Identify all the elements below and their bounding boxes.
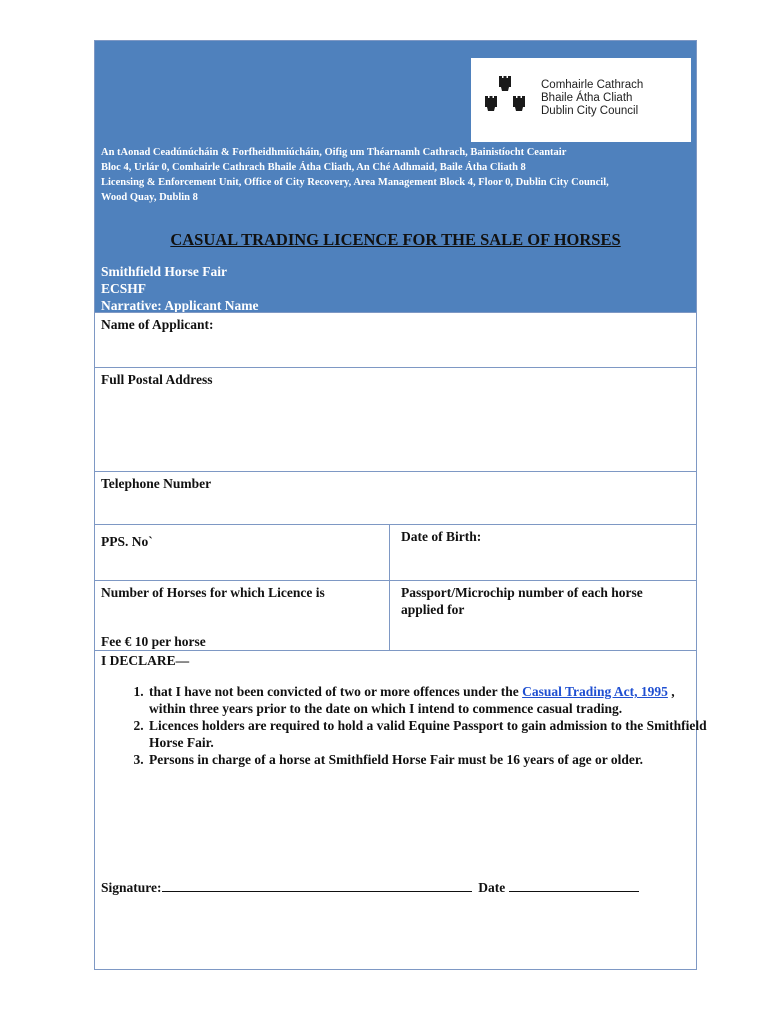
- pps-dob-row: [95, 524, 696, 580]
- casual-trading-act-link[interactable]: Casual Trading Act, 1995: [522, 684, 668, 699]
- declaration-heading: I DECLARE—: [101, 653, 190, 668]
- address-line: An tAonad Ceadúnúcháin & Forfheidhmiúcháin, Oifig um Théarnamh Cathrach, Bainistíocht Ceantair: [101, 147, 567, 158]
- logo-text: [541, 79, 643, 118]
- declaration-text: that I have not been convicted of two or more offences under the: [149, 684, 523, 699]
- telephone-label: Telephone Number: [101, 476, 212, 491]
- logo-line: Dublin City Council: [541, 105, 639, 117]
- applicant-name-field[interactable]: [95, 312, 696, 367]
- passport-microchip-label-cont: applied for: [401, 602, 465, 617]
- address-line: Bloc 4, Urlár 0, Comhairle Cathrach Bhaile Átha Cliath, An Ché Adhmaid, Baile Átha Cliath 8: [101, 162, 526, 173]
- address-line: Licensing & Enforcement Unit, Office of City Recovery, Area Management Block 4, Floor 0, Dublin City Council,: [101, 177, 609, 188]
- horses-passport-row: [95, 580, 696, 650]
- castle-crest-icon: [483, 76, 527, 116]
- column-divider: [389, 525, 390, 580]
- postal-address-field[interactable]: [95, 367, 696, 471]
- form-header: [95, 41, 696, 312]
- applicant-name-label: Name of Applicant:: [101, 317, 214, 332]
- subheading-line: Smithfield Horse Fair: [101, 264, 227, 279]
- licence-form: [94, 40, 707, 970]
- postal-address-label: Full Postal Address: [101, 372, 213, 387]
- office-address: [101, 145, 693, 205]
- signature-field[interactable]: [162, 879, 472, 892]
- declaration-item: 2. Licences holders are required to hold a valid Equine Passport to gain admission to the Smithfield Horse Fair.: [147, 717, 707, 751]
- declaration-item: 3. Persons in charge of a horse at Smithfield Horse Fair must be 16 years of age or older.: [147, 751, 707, 768]
- pps-number-label[interactable]: PPS. No`: [101, 534, 153, 549]
- date-field[interactable]: [509, 879, 639, 892]
- dublin-city-council-logo: [471, 58, 691, 142]
- declaration-list: [125, 683, 707, 768]
- column-divider: [389, 581, 390, 650]
- subheading-line: ECSHF: [101, 281, 147, 296]
- address-line: Wood Quay, Dublin 8: [101, 192, 198, 203]
- subheading-line: Narrative: Applicant Name: [101, 298, 259, 313]
- telephone-field[interactable]: [95, 471, 696, 524]
- signature-label: Signature:: [101, 880, 162, 895]
- signature-line: [101, 879, 639, 896]
- passport-microchip-label[interactable]: Passport/Microchip number of each horse: [401, 585, 643, 600]
- form-subheading: [101, 263, 258, 314]
- declaration-text: , within three years prior to the date on which I intend to commence casual trading.: [149, 684, 675, 716]
- date-of-birth-label[interactable]: Date of Birth:: [401, 529, 482, 544]
- form-title: CASUAL TRADING LICENCE FOR THE SALE OF HORSES: [170, 230, 621, 249]
- number-of-horses-label[interactable]: Number of Horses for which Licence is: [101, 585, 325, 600]
- declaration-section: [95, 650, 707, 969]
- logo-line: Bhaile Átha Cliath: [541, 92, 633, 104]
- date-label: Date: [478, 880, 506, 895]
- declaration-item: [147, 683, 707, 717]
- logo-line: Comhairle Cathrach: [541, 79, 644, 91]
- fee-label: Fee € 10 per horse: [101, 634, 206, 649]
